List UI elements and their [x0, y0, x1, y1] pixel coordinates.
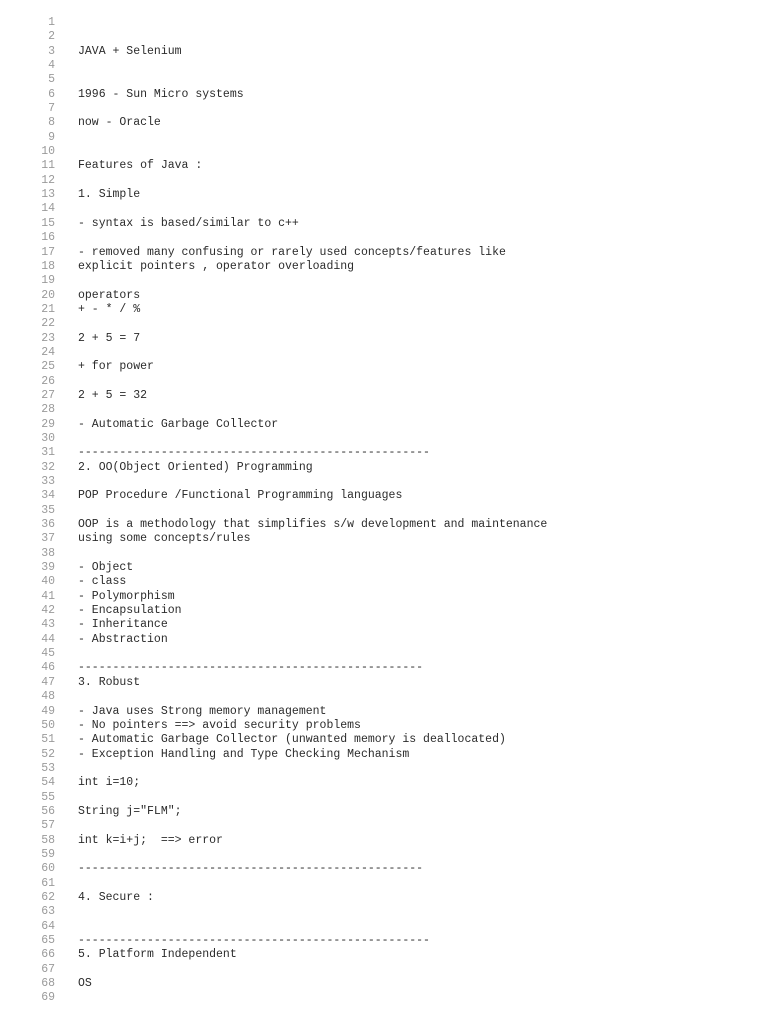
document-line [0, 733, 768, 747]
line-number: 38 [41, 546, 55, 560]
line-number: 54 [41, 776, 55, 790]
line-text: String j="FLM"; [78, 804, 182, 818]
line-number: 28 [41, 403, 55, 417]
document-line [0, 231, 768, 245]
line-number: 10 [41, 145, 55, 159]
line-number: 43 [41, 618, 55, 632]
line-text: - Encapsulation [78, 604, 182, 618]
line-number: 25 [41, 360, 55, 374]
line-text [55, 504, 78, 518]
line-text [55, 145, 78, 159]
line-text: explicit pointers , operator overloading [78, 259, 355, 273]
document-line [0, 690, 768, 704]
line-text [55, 174, 78, 188]
line-text: 2 + 5 = 32 [78, 388, 148, 402]
line-text: 1996 - Sun Micro systems [78, 87, 244, 101]
document-line [0, 705, 768, 719]
line-number: 27 [41, 388, 55, 402]
line-number: 62 [41, 890, 55, 904]
line-number: 66 [41, 948, 55, 962]
line-text [55, 30, 78, 44]
line-text: --------------------------------------------------- [78, 446, 430, 460]
line-text [55, 16, 78, 30]
document-line [0, 102, 768, 116]
document-line [0, 948, 768, 962]
line-number: 42 [41, 604, 55, 618]
document-line [0, 963, 768, 977]
line-text [55, 131, 78, 145]
line-number: 29 [41, 417, 55, 431]
line-number: 59 [41, 847, 55, 861]
line-number: 55 [41, 790, 55, 804]
document-line [0, 432, 768, 446]
line-number: 21 [41, 302, 55, 316]
line-text: - Automatic Garbage Collector [78, 417, 279, 431]
line-text [55, 762, 78, 776]
line-number: 46 [41, 661, 55, 675]
document-line [0, 661, 768, 675]
line-number: 15 [41, 216, 55, 230]
document-line [0, 575, 768, 589]
line-number: 45 [41, 647, 55, 661]
document-line [0, 791, 768, 805]
document-line [0, 303, 768, 317]
document-line [0, 905, 768, 919]
line-text [55, 202, 78, 216]
line-text: - No pointers ==> avoid security problems [78, 718, 361, 732]
line-text [55, 963, 78, 977]
line-number: 58 [41, 833, 55, 847]
line-number: 44 [41, 632, 55, 646]
document-line [0, 73, 768, 87]
line-number: 37 [41, 532, 55, 546]
document-line [0, 547, 768, 561]
line-text: OOP is a methodology that simplifies s/w development and maintenance [78, 518, 548, 532]
document-line [0, 891, 768, 905]
line-text: 1. Simple [78, 188, 141, 202]
document-line [0, 246, 768, 260]
line-number: 1 [48, 16, 55, 29]
document-line [0, 848, 768, 862]
line-text: - Exception Handling and Type Checking Mechanism [78, 747, 410, 761]
line-number: 50 [41, 718, 55, 732]
line-number: 26 [41, 374, 55, 388]
line-number: 61 [41, 876, 55, 890]
line-number: 36 [41, 518, 55, 532]
line-text: OS [78, 977, 92, 991]
document-line [0, 260, 768, 274]
line-number: 49 [41, 704, 55, 718]
line-number: 9 [48, 130, 55, 144]
line-number: 14 [41, 202, 55, 216]
document-line [0, 360, 768, 374]
document-line [0, 676, 768, 690]
document-line [0, 776, 768, 790]
line-text: + for power [78, 360, 154, 374]
line-text [55, 375, 78, 389]
line-number: 57 [41, 819, 55, 833]
document-line [0, 403, 768, 417]
line-number: 12 [41, 173, 55, 187]
line-text [55, 547, 78, 561]
line-text: - Object [78, 561, 134, 575]
document-line [0, 877, 768, 891]
line-number: 18 [41, 259, 55, 273]
line-number: 67 [41, 962, 55, 976]
line-text [55, 819, 78, 833]
line-text [55, 432, 78, 446]
document-line [0, 633, 768, 647]
line-number: 41 [41, 589, 55, 603]
document-line [0, 618, 768, 632]
document-line [0, 217, 768, 231]
line-text [55, 346, 78, 360]
line-text: 3. Robust [78, 675, 141, 689]
line-text: int k=i+j; ==> error [78, 833, 223, 847]
document-line [0, 561, 768, 575]
document-line [0, 45, 768, 59]
line-text: -------------------------------------------------- [78, 862, 424, 876]
line-number: 30 [41, 431, 55, 445]
line-number: 17 [41, 245, 55, 259]
line-text [55, 877, 78, 891]
line-number: 6 [48, 87, 55, 101]
line-number: 34 [41, 489, 55, 503]
line-number: 11 [41, 159, 55, 173]
line-number: 53 [41, 761, 55, 775]
document-line [0, 30, 768, 44]
document-line [0, 289, 768, 303]
line-text [55, 848, 78, 862]
line-number: 51 [41, 733, 55, 747]
line-number: 31 [41, 446, 55, 460]
document-line [0, 762, 768, 776]
document-line [0, 504, 768, 518]
line-text: 2 + 5 = 7 [78, 331, 141, 345]
document-line [0, 489, 768, 503]
document-line [0, 920, 768, 934]
line-number: 35 [41, 503, 55, 517]
line-number: 52 [41, 747, 55, 761]
document-line [0, 518, 768, 532]
line-number: 23 [41, 331, 55, 345]
document-lines [0, 16, 768, 1006]
line-text: - Java uses Strong memory management [78, 704, 327, 718]
line-text [55, 690, 78, 704]
line-number: 24 [41, 345, 55, 359]
document-line [0, 159, 768, 173]
document-line [0, 446, 768, 460]
text-document [0, 16, 768, 1006]
document-line [0, 16, 768, 30]
line-text [55, 231, 78, 245]
document-line [0, 590, 768, 604]
line-text [55, 59, 78, 73]
line-text: 2. OO(Object Oriented) Programming [78, 460, 313, 474]
line-number: 40 [41, 575, 55, 589]
line-text [55, 403, 78, 417]
line-text: + - * / % [78, 302, 141, 316]
line-number: 47 [41, 675, 55, 689]
line-text [55, 920, 78, 934]
document-line [0, 174, 768, 188]
document-line [0, 977, 768, 991]
document-line [0, 719, 768, 733]
document-line [0, 116, 768, 130]
document-line [0, 748, 768, 762]
line-number: 63 [41, 905, 55, 919]
document-line [0, 991, 768, 1005]
line-number: 19 [41, 274, 55, 288]
line-number: 13 [41, 188, 55, 202]
document-line [0, 418, 768, 432]
line-text: Features of Java : [78, 159, 203, 173]
line-text [55, 274, 78, 288]
line-text: - class [78, 575, 127, 589]
line-text: --------------------------------------------------- [78, 934, 430, 947]
line-number: 68 [41, 977, 55, 991]
line-number: 20 [41, 288, 55, 302]
line-number: 5 [48, 73, 55, 87]
document-line [0, 604, 768, 618]
document-line [0, 202, 768, 216]
line-number: 60 [41, 862, 55, 876]
document-line [0, 346, 768, 360]
line-text [55, 991, 78, 1005]
line-number: 33 [41, 475, 55, 488]
document-line [0, 317, 768, 331]
line-text: - Automatic Garbage Collector (unwanted memory is deallocated) [78, 733, 506, 747]
document-line [0, 532, 768, 546]
line-number: 39 [41, 561, 55, 575]
document-line [0, 461, 768, 475]
line-text [55, 317, 78, 331]
line-number: 3 [48, 44, 55, 58]
line-text: 5. Platform Independent [78, 948, 237, 962]
document-line [0, 375, 768, 389]
line-number: 48 [41, 690, 55, 704]
line-text [55, 475, 78, 489]
line-text [55, 102, 78, 116]
document-line [0, 59, 768, 73]
document-line [0, 834, 768, 848]
document-line [0, 647, 768, 661]
line-text [55, 73, 78, 87]
document-line [0, 862, 768, 876]
line-number: 4 [48, 59, 55, 73]
line-text [55, 905, 78, 919]
line-number: 69 [41, 991, 55, 1005]
line-text: int i=10; [78, 776, 141, 790]
line-text: now - Oracle [78, 116, 161, 130]
document-line [0, 934, 768, 948]
line-number: 7 [48, 102, 55, 116]
line-number: 22 [41, 317, 55, 331]
line-text: POP Procedure /Functional Programming languages [78, 489, 403, 503]
document-line [0, 274, 768, 288]
document-line [0, 131, 768, 145]
line-text: JAVA + Selenium [78, 44, 182, 58]
line-number: 65 [41, 934, 55, 947]
line-text: 4. Secure : [78, 890, 154, 904]
document-line [0, 389, 768, 403]
line-number: 56 [41, 804, 55, 818]
line-number: 32 [41, 460, 55, 474]
line-number: 2 [48, 30, 55, 44]
line-text: - Abstraction [78, 632, 168, 646]
line-text: operators [78, 288, 141, 302]
line-text [55, 647, 78, 661]
line-number: 8 [48, 116, 55, 130]
line-text: - syntax is based/similar to c++ [78, 216, 299, 230]
document-line [0, 819, 768, 833]
document-line [0, 332, 768, 346]
line-text: - Inheritance [78, 618, 168, 632]
document-line [0, 475, 768, 489]
line-text: - removed many confusing or rarely used concepts/features like [78, 245, 506, 259]
line-text: using some concepts/rules [78, 532, 251, 546]
line-text [55, 791, 78, 805]
line-number: 16 [41, 231, 55, 245]
line-text: -------------------------------------------------- [78, 661, 424, 675]
document-line [0, 188, 768, 202]
document-line [0, 145, 768, 159]
document-line [0, 88, 768, 102]
document-line [0, 805, 768, 819]
line-text: - Polymorphism [78, 589, 175, 603]
line-number: 64 [41, 919, 55, 933]
